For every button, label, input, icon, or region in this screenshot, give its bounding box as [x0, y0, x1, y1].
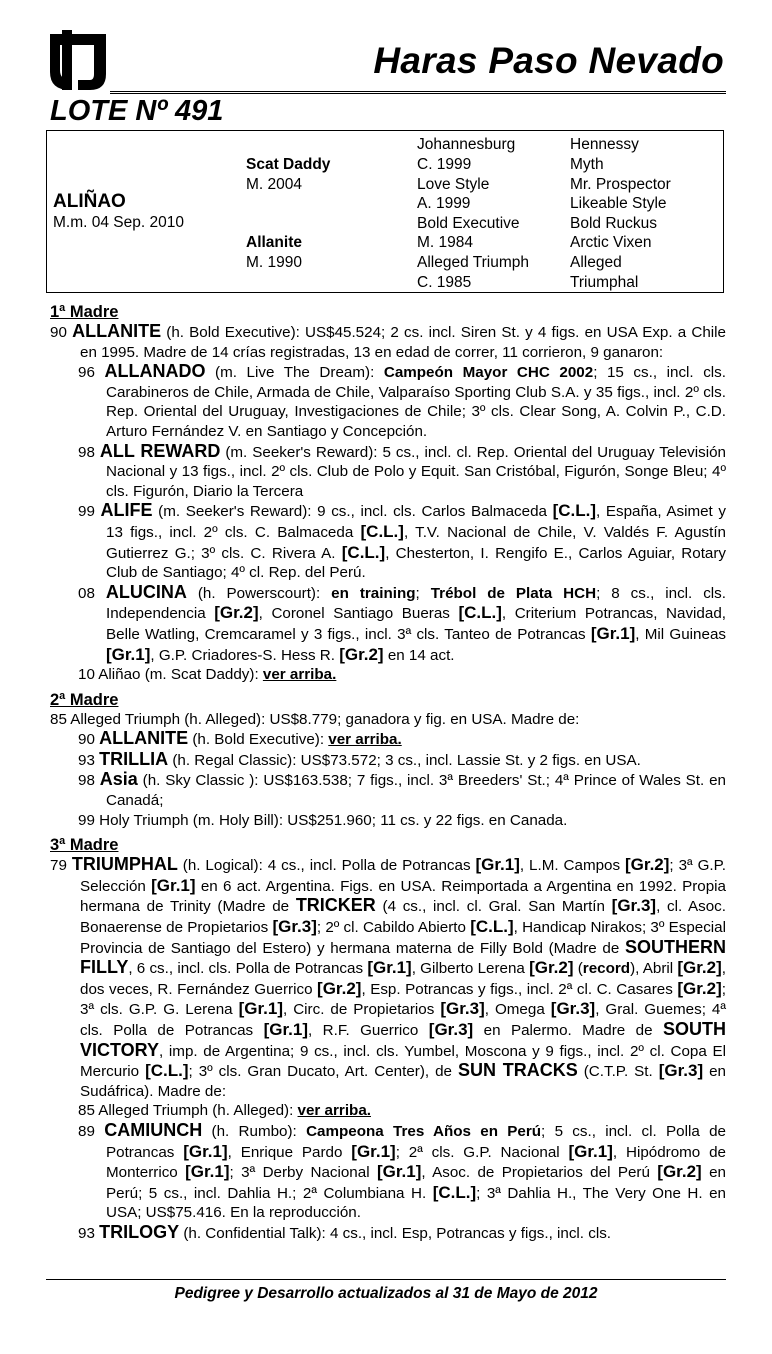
dam-sire-detail: M. 1984: [417, 234, 474, 251]
gen3-ancestor: Mr. Prospector: [570, 176, 671, 193]
horse-name: CAMIUNCH: [104, 1119, 203, 1140]
horse-name: SOUTH VICTORY: [80, 1019, 726, 1060]
foal-year: 98: [78, 772, 95, 790]
third-dam-entry: 79 TRIUMPHAL (h. Logical): 4 cs., incl. Polla de Potrancas [Gr.1], L.M. Campos [Gr.2]; 3ª G.P. Selección [Gr.1] en 6 act. Argentina. Figs. en USA. Reimportada a Argentina en 1992. Propia hermana de Trinity (Madre de TRICKER (4 cs., incl. cl. Gral. San Martín [Gr.3], cl. Asoc. Bonaerense de Propietarios [Gr.3]; 2º cl. Cabildo Abierto [C.L.], Handicap Nirakos; 3º Especial Provincia de Santiago del Estero) y hermana materna de Filly Bold (Madre de SOUTHERN FILLY, 6 cs., incl. cls. Polla de Potrancas [Gr.1], Gilberto Lerena [Gr.2] (record), Abril [Gr.2], dos veces, R. Fernández Guerrico [Gr.2], Esp. Potrancas y figs., incl. 2ª cl. C. Casares [Gr.2]; 3ª cls. G.P. G. Lerena [Gr.1], Circ. de Propietarios [Gr.3], Omega [Gr.3], Gral. Guemes; 4ª cls. Polla de Potrancas [Gr.1], R.F. Guerrico [Gr.3] en Palermo. Madre de SOUTH VICTORY, imp. de Argentina; 9 cs., incl. cls. Yumbel, Moscona y 9 figs., incl. 2º cl. Copa El Mercurio [C.L.]; 3º cls. Gran Ducato, Art. Center), de SUN TRACKS (C.T.P. St. [Gr.3] en Sudáfrica). Madre de:: [50, 854, 727, 1100]
foal-year: 99: [78, 503, 95, 521]
gen3-ancestor: Likeable Style: [570, 195, 667, 212]
dam-sire-name: Bold Executive: [417, 215, 520, 232]
horse-name: ALLANITE: [99, 728, 189, 749]
sire-sire-detail: C. 1999: [417, 156, 472, 173]
horse-name: ALLANITE: [72, 321, 162, 341]
race-grade: [C.L.]: [458, 603, 502, 623]
race-grade: [Gr.1]: [238, 999, 283, 1019]
dam-dam-detail: C. 1985: [417, 274, 472, 291]
see-above-reference: ver arriba.: [328, 731, 402, 749]
horse-name: TRILOGY: [99, 1221, 180, 1242]
race-grade: [C.L.]: [432, 1182, 477, 1202]
produce-entry: 90 ALLANITE (h. Bold Executive): ver arriba.: [78, 728, 402, 749]
race-grade: [Gr.2]: [339, 644, 384, 664]
race-grade: [Gr.1]: [151, 875, 196, 895]
dam-dam-name: Alleged Triumph: [417, 254, 530, 271]
second-dam-entry: 85 Alleged Triumph (h. Alleged): US$8.779; ganadora y fig. en USA. Madre de:: [50, 710, 580, 728]
race-grade: [C.L.]: [552, 501, 597, 521]
race-grade: [Gr.1]: [351, 1141, 396, 1161]
produce-entry: 93 TRILOGY (h. Confidential Talk): 4 cs., incl. Esp, Potrancas y figs., incl. cls.: [78, 1221, 612, 1242]
lot-number: LOTE Nº 491: [50, 95, 224, 127]
horse-name: TRICKER: [295, 895, 376, 916]
gen3-ancestor: Bold Ruckus: [570, 215, 658, 232]
foal-year: 85: [50, 710, 67, 728]
race-grade: [Gr.3]: [611, 896, 657, 916]
foal-year: 96: [78, 364, 95, 382]
foal-year: 79: [50, 857, 67, 875]
race-grade: [Gr.2]: [677, 958, 722, 978]
produce-entry: 96 ALLANADO (m. Live The Dream): Campeón Mayor CHC 2002; 15 cs., incl. cls. Carabineros de Chile, Armada de Chile, Valparaíso Sporting Club S.A. y 35 figs., incl. 2º cls. Rep. Oriental del Uruguay, Investigaciones de Chile; 3º cls. Clear Song, A. Colvin P., C.D. Arturo Fernández V. en Santiago y Concepción.: [78, 361, 726, 440]
race-grade: [C.L.]: [470, 917, 514, 937]
horse-name: ALUCINA: [105, 581, 187, 602]
family-notes: [50, 303, 726, 1244]
race-grade: [Gr.1]: [367, 958, 412, 978]
race-grade: [C.L.]: [145, 1061, 189, 1081]
produce-entry: 93 TRILLIA (h. Regal Classic): US$73.572; 3 cs., incl. Lassie St. y 2 figs. en USA.: [78, 748, 641, 769]
horse-name: Asia: [99, 769, 138, 790]
horse-name: TRIUMPHAL: [71, 854, 178, 875]
race-grade: [Gr.2]: [657, 1162, 702, 1182]
sire-detail: M. 2004: [246, 176, 303, 193]
see-above-reference: ver arriba.: [262, 666, 337, 684]
race-grade: [Gr.1]: [475, 855, 520, 875]
foal-year: 89: [78, 1122, 95, 1140]
foal-year: 90: [50, 324, 67, 341]
farm-logo: [48, 30, 108, 92]
sire-dam-detail: A. 1999: [417, 195, 471, 212]
race-grade: [Gr.2]: [214, 603, 259, 623]
race-grade: [Gr.3]: [550, 999, 596, 1019]
produce-entry: 08 ALUCINA (h. Powerscourt): en training; Trébol de Plata HCH; 8 cs., incl. cls. Independencia [Gr.2], Coronel Santiago Bueras [C.L.], Criterium Potrancas, Navidad, Belle Watling, Cremcaramel y 3 figs., incl. 3ª cls. Tanteo de Potrancas [Gr.1], Mil Guineas [Gr.1], G.P. Criadores-S. Hess R. [Gr.2] en 14 act.: [78, 581, 726, 664]
horse-name: SOUTHERN FILLY: [80, 936, 726, 978]
sire-dam-name: Love Style: [417, 176, 490, 193]
pedigree-table: [46, 130, 724, 293]
first-dam-entry: 90 ALLANITE (h. Bold Executive): US$45.524; 2 cs. incl. Siren St. y 4 figs. en USA Exp. a Chile en 1995. Madre de 14 crías registradas, 13 en edad de correr, 11 corrieron, 9 ganaron:: [50, 321, 726, 361]
gen3-ancestor: Hennessy: [570, 136, 639, 153]
race-grade: [Gr.1]: [183, 1141, 228, 1161]
see-above-reference: ver arriba.: [297, 1102, 371, 1120]
foal-year: 93: [78, 1224, 95, 1242]
gen3-ancestor: Alleged: [570, 254, 622, 271]
race-grade: [Gr.2]: [529, 958, 574, 978]
dam-name: Allanite: [246, 234, 302, 251]
race-grade: [Gr.2]: [317, 978, 362, 998]
horse-name: SUN TRACKS: [457, 1060, 578, 1081]
footer-note: Pedigree y Desarrollo actualizados al 31 de Mayo de 2012: [174, 1285, 598, 1302]
produce-entry: 10 Aliñao (m. Scat Daddy): ver arriba.: [78, 666, 337, 684]
race-grade: [Gr.1]: [590, 623, 636, 643]
foal-year: 93: [78, 751, 95, 769]
horse-name: ALL REWARD: [99, 440, 221, 461]
race-grade: [Gr.2]: [677, 978, 722, 998]
race-grade: [Gr.3]: [440, 999, 485, 1019]
race-grade: [C.L.]: [360, 521, 404, 541]
gen3-ancestor: Myth: [570, 156, 604, 173]
dam-detail: M. 1990: [246, 254, 303, 271]
horse-name: ALLANADO: [104, 361, 206, 382]
race-grade: [Gr.1]: [376, 1162, 422, 1182]
horse-name: TRILLIA: [99, 748, 169, 769]
foal-year: 08: [78, 584, 95, 602]
horse-detail: M.m. 04 Sep. 2010: [53, 214, 184, 231]
produce-entry: 99 ALIFE (m. Seeker's Reward): 9 cs., incl. cls. Carlos Balmaceda [C.L.], España, Asimet y 13 figs., incl. 2º cls. C. Balmaceda [C.L.], T.V. Nacional de Chile, V. Valdés F. Agustín Gutierrez G.; 3º cls. C. Rivera A. [C.L.], Chesterton, I. Rengifo E., Carlos Aguiar, Rotary Club de Santiago; 4º cl. Rep. del Perú.: [78, 500, 727, 582]
race-grade: [Gr.1]: [106, 644, 151, 664]
race-grade: [Gr.1]: [185, 1162, 230, 1182]
gen3-ancestor: Triumphal: [570, 274, 639, 291]
horse-name: ALIFE: [100, 500, 153, 521]
produce-entry: 89 CAMIUNCH (h. Rumbo): Campeona Tres Años en Perú; 5 cs., incl. cl. Polla de Potrancas [Gr.1], Enrique Pardo [Gr.1]; 2ª cls. G.P. Nacional [Gr.1], Hipódromo de Monterrico [Gr.1]; 3ª Derby Nacional [Gr.1], Asoc. de Propietarios del Perú [Gr.2] en Perú; 5 cs., incl. Dahlia H.; 2ª Columbiana H. [C.L.]; 3ª Dahlia H., The Very One H. en USA; US$75.416. En la reproducción.: [78, 1119, 726, 1222]
produce-entry: 98 ALL REWARD (m. Seeker's Reward): 5 cs., incl. cl. Rep. Oriental del Uruguay Televisión Nacional y 13 figs., incl. 2º cls. Club de Polo y Equit. San Cristóbal, Figurón, Songe Bleu; 4º cls. Figurón, Diario la Tercera: [78, 440, 726, 500]
foal-year: 90: [78, 731, 95, 749]
footer-rule: [46, 1279, 726, 1280]
produce-entry: 98 Asia (h. Sky Classic ): US$163.538; 7 figs., incl. 3ª Breeders' St.; 4ª Prince of Wales St. en Canadá;: [78, 769, 726, 810]
race-grade: [Gr.1]: [263, 1020, 308, 1039]
section-heading-third-dam: 3ª Madre: [50, 836, 119, 855]
horse-name: ALIÑAO: [53, 191, 126, 212]
produce-entry: 99 Holy Triumph (m. Holy Bill): US$251.960; 11 cs. y 22 figs. en Canada.: [78, 811, 568, 829]
race-grade: [C.L.]: [341, 542, 386, 562]
race-grade: [Gr.2]: [625, 855, 670, 875]
race-grade: [Gr.1]: [568, 1141, 613, 1161]
header-rule: [110, 91, 726, 94]
foal-year: 10: [78, 666, 95, 684]
sire-name: Scat Daddy: [246, 156, 331, 173]
gen3-ancestor: Arctic Vixen: [570, 234, 652, 251]
foal-year: 85: [78, 1102, 95, 1120]
sire-sire-name: Johannesburg: [417, 136, 516, 153]
race-grade: [Gr.3]: [272, 917, 317, 937]
section-heading-second-dam: 2ª Madre: [50, 690, 119, 709]
race-grade: [Gr.3]: [658, 1061, 704, 1081]
foal-year: 99: [78, 811, 95, 829]
foal-year: 98: [78, 443, 95, 461]
race-grade: [Gr.3]: [428, 1020, 474, 1039]
section-heading-first-dam: 1ª Madre: [50, 303, 119, 321]
farm-name: Haras Paso Nevado: [373, 40, 724, 81]
produce-entry: 85 Alleged Triumph (h. Alleged): ver arriba.: [78, 1102, 371, 1120]
